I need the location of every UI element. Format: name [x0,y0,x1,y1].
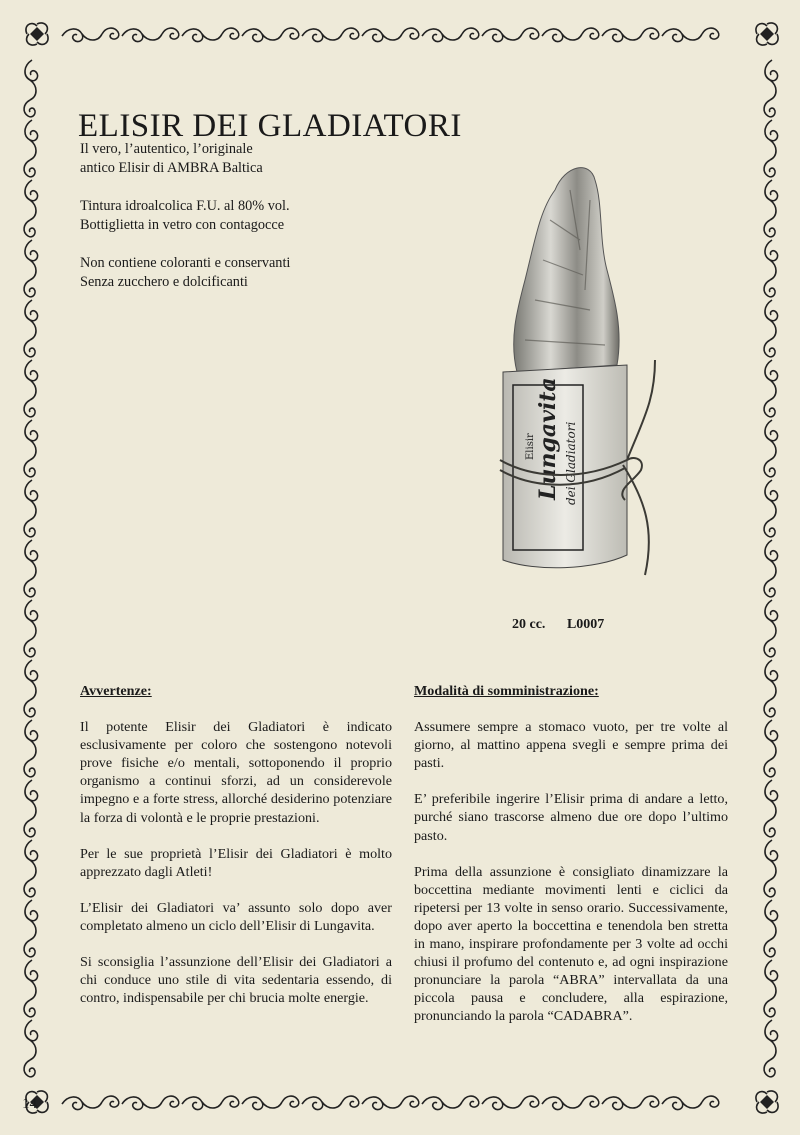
warnings-paragraph: Il potente Elisir dei Gladiatori è indicato esclusivamente per coloro che sostengono notevoli prove fisiche e/o mentali, sottoponendo il proprio organismo a continui sforzi, ad un considerevole impegno e a forte stress, allorché desiderino potenziare la forza di volontà e le proprie prestazioni. [80,719,392,826]
intro-line: Senza zucchero e dolcificanti [80,274,248,290]
product-size: 20 cc. [512,617,546,632]
intro-paragraph [80,140,440,178]
product-code: L0007 [566,617,605,632]
warnings-column [80,682,392,1025]
warnings-paragraph: Per le sue proprietà l’Elisir dei Gladiatori è molto apprezzato dagli Atleti! [80,845,392,880]
intro-block [80,140,440,311]
page-title: ELISIR DEI GLADIATORI [78,108,462,145]
intro-line: Bottiglietta in vetro con contagocce [80,217,285,233]
administration-paragraph: E’ preferibile ingerire l’Elisir prima di andare a letto, purché siano trascorse almeno due ore dopo l’ultimo pasto. [414,791,728,844]
label-line-3: dei Gladiatori [564,421,578,505]
product-caption [512,617,622,633]
administration-paragraph: Prima della assunzione è consigliato dinamizzare la boccettina mediante movimenti lenti e ciclici da ripetersi per 13 volte in senso orario. Successivamente, dopo aver aperto la boccettina e tenendola ben stretta in mano, inspirare profondamente per 3 volte ad occhi chiusi il profumo del contenuto e, ad ogni inspirazione pronunciare la parola “ABRA” intervallata da una piccola pausa e concludere, alla espirazione, pronunciando la parola “CADABRA”. [414,863,728,1025]
intro-line: Non contiene coloranti e conservanti [80,255,291,271]
label-line-1: Elisir [525,433,536,460]
warnings-paragraph: L’Elisir dei Gladiatori va’ assunto solo dopo aver completato almeno un ciclo dell’Elisir di Lungavita. [80,899,392,934]
intro-line: Tintura idroalcolica F.U. al 80% vol. [80,198,290,214]
page-number: 14 [22,1096,37,1112]
intro-line: Il vero, l’autentico, l’originale [80,141,253,157]
warnings-heading: Avvertenze: [80,683,152,699]
intro-paragraph [80,254,440,292]
product-bottle-image [495,160,665,595]
label-line-2: Lungavita [535,377,561,500]
administration-column [414,682,728,1044]
administration-heading: Modalità di somministrazione: [414,683,599,699]
warnings-paragraph: Si sconsiglia l’assunzione dell’Elisir dei Gladiatori a chi conduce uno stile di vita sedentaria essendo, di contro, indispensabile per chi brucia molte energie. [80,954,392,1007]
intro-paragraph [80,197,440,235]
intro-line: antico Elisir di AMBRA Baltica [80,160,263,176]
administration-paragraph: Assumere sempre a stomaco vuoto, per tre volte al giorno, al mattino appena svegli e sempre prima dei pasti. [414,719,728,772]
